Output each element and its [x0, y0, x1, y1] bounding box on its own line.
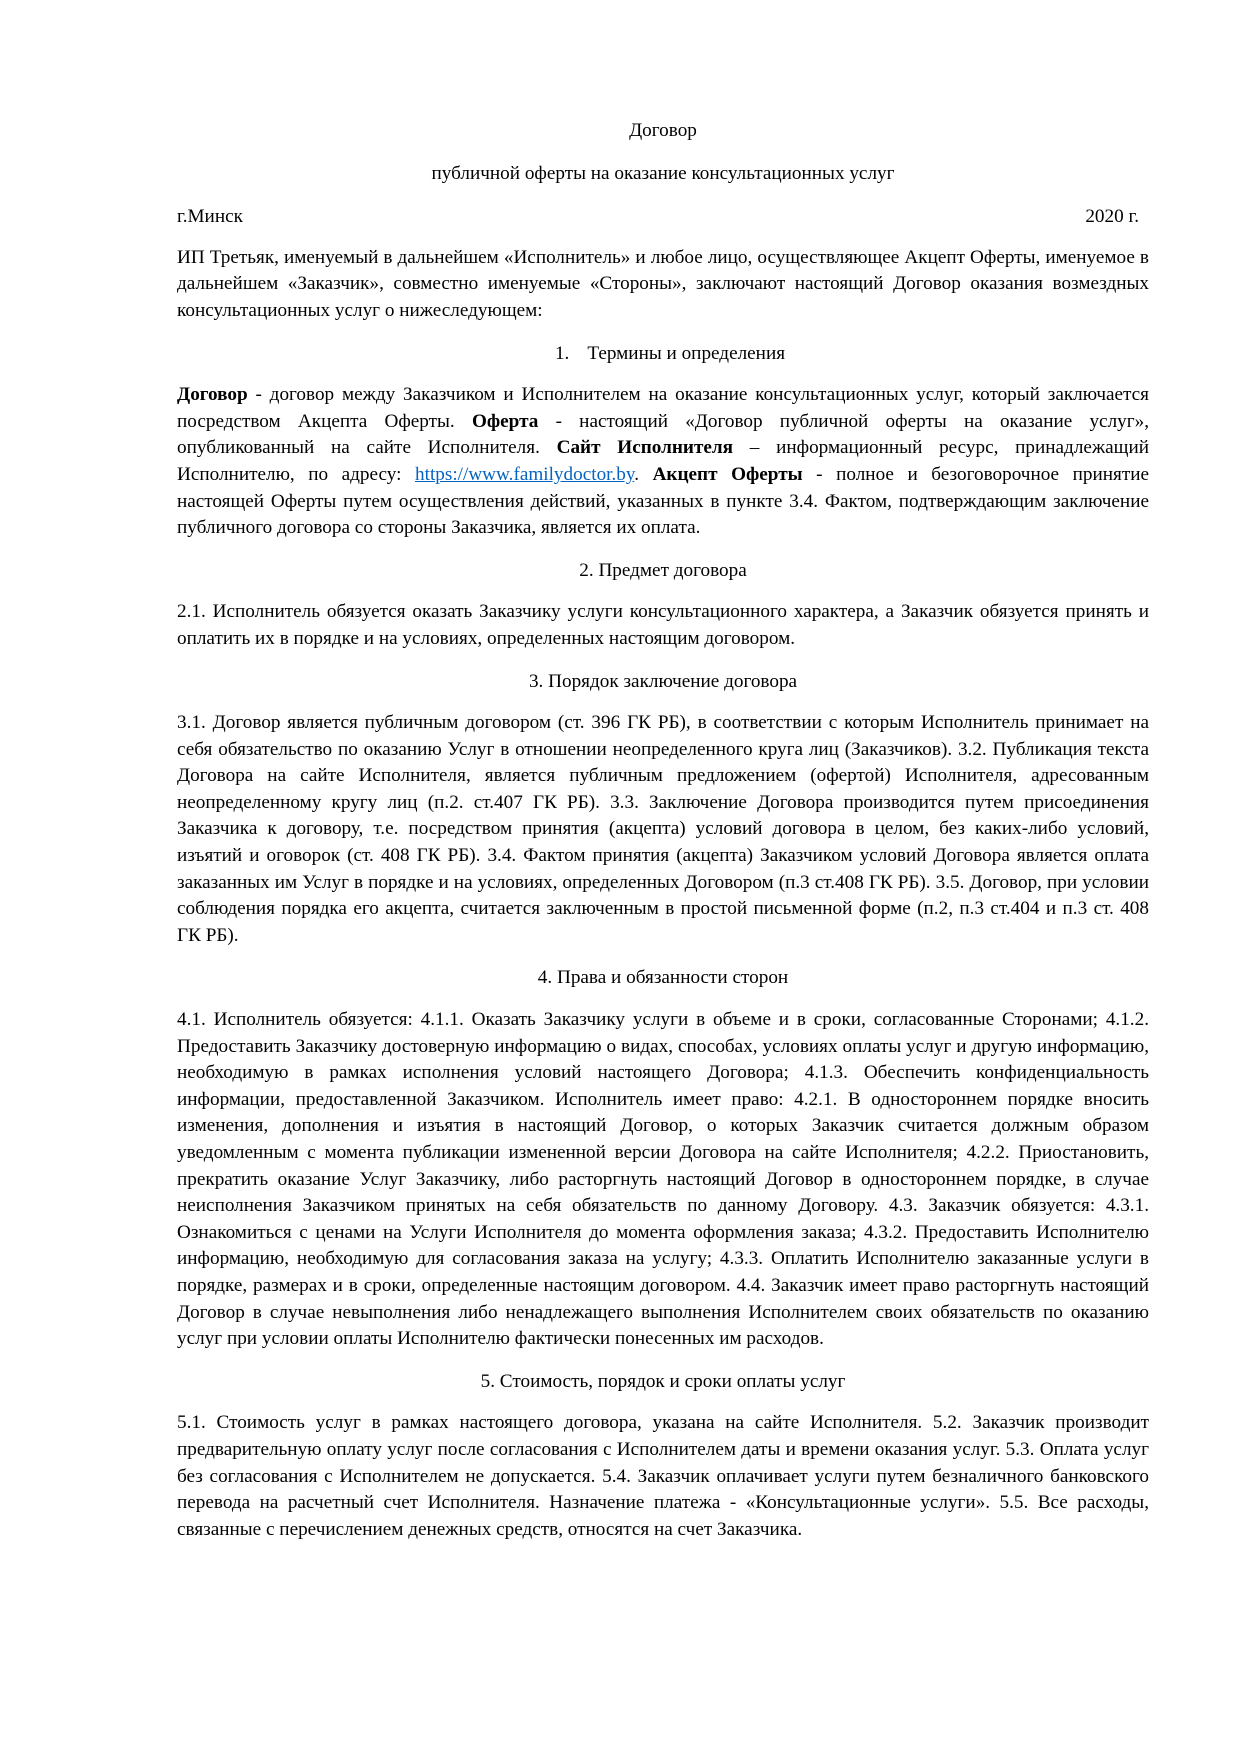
section-5-body: 5.1. Стоимость услуг в рамках настоящего договора, указана на сайте Исполнителя. 5.2. Заказчик производит предварительную оплату услуг после согласования с Исполнителем даты и времени оказания услуг. 5.3. Оплата услуг без согласования с Исполнителем не допускается. 5.4. Заказчик оплачивает услуги путем безналичного банковского перевода на расчетный счет Исполнителя. Назначение платежа - «Консультационные услуги». 5.5. Все расходы, связанные с перечислением денежных средств, относятся на счет Заказчика. [177, 1412, 1149, 1540]
link-after-text: . [634, 463, 653, 485]
term-oferta: Оферта [471, 410, 539, 432]
term-dogovor-text: - договор между Заказчиком и Исполнителем на оказание консультационных услуг, который заключается посредством Акцепта Оферты. [177, 384, 1149, 432]
section-2-heading: 2. Предмет договора [579, 559, 747, 581]
document-subtitle: публичной оферты на оказание консультационных услуг [431, 162, 895, 184]
year: 2020 г. [1085, 206, 1139, 228]
section-5-heading: 5. Стоимость, порядок и сроки оплаты услуг [480, 1370, 846, 1392]
section-1-number: 1. [554, 342, 570, 364]
section-3-heading: 3. Порядок заключение договора [528, 670, 798, 692]
section-1-title: Термины и определения [587, 342, 786, 364]
term-accept: Акцепт Оферты [652, 463, 803, 485]
term-oferta-text: - настоящий «Договор публичной оферты на оказание услуг», опубликованный на сайте Исполнителя. [177, 410, 1150, 459]
term-dogovor: Договор [177, 384, 248, 406]
section-2-body: 2.1. Исполнитель обязуется оказать Заказчику услуги консультационного характера, а Заказчик обязуется принять и оплатить их в порядке и на условиях, определенных настоящим договором. [177, 601, 1149, 649]
site-link[interactable]: https://www.familydoctor.by [415, 463, 635, 485]
section-1-heading [177, 341, 1149, 368]
term-site: Сайт Исполнителя [556, 437, 734, 459]
section-3-body: 3.1. Договор является публичным договором (ст. 396 ГК РБ), в соответствии с которым Исполнитель принимает на себя обязательство по оказанию Услуг в отношении неопределенного круга лиц (Заказчиков). 3.2. Публикация текста Договора на сайте Исполнителя, является публичным предложением (офертой) Исполнителя, адресованным неопределенному кругу лиц (п.2. ст.407 ГК РБ). 3.3. Заключение Договора производится путем присоединения Заказчика к договору, т.е. посредством принятия (акцепта) условий договора в целом, без каких-либо условий, изъятий и оговорок (ст. 408 ГК РБ). 3.4. Фактом принятия (акцепта) Заказчиком условий Договора является оплата заказанных им Услуг в порядке и на условиях, определенных Договором (п.3 ст.408 ГК РБ). 3.5. Договор, при условии соблюдения порядка его акцепта, считается заключенным в простой письменной форме (п.2, п.3 ст.404 и п.3 ст. 408 ГК РБ). [177, 712, 1149, 946]
section-4-heading: 4. Права и обязанности сторон [537, 967, 789, 989]
term-accept-text: - полное и безоговорочное принятие настоящей Оферты путем осуществления действий, указанных в пункте 3.4. Фактом, подтверждающим заключение публичного договора со стороны Заказчика, является их оплата. [177, 463, 1149, 539]
city: г.Минск [177, 206, 243, 228]
intro-paragraph: ИП Третьяк, именуемый в дальнейшем «Исполнитель» и любое лицо, осуществляющее Акцепт Оферты, именуемое в дальнейшем «Заказчик», совместно именуемые «Стороны», заключают настоящий Договор оказания возмездных консультационных услуг о нижеследующем: [177, 246, 1149, 321]
section-4-body: 4.1. Исполнитель обязуется: 4.1.1. Оказать Заказчику услуги в объеме и в сроки, согласованные Сторонами; 4.1.2. Предоставить Заказчику достоверную информацию о видах, способах, условиях оплаты услуг и другую информацию, необходимую в рамках исполнения условий настоящего Договора; 4.1.3. Обеспечить конфиденциальность информации, предоставленной Заказчиком. Исполнитель имеет право: 4.2.1. В одностороннем порядке вносить изменения, дополнения и изъятия в настоящий Договор, о которых Заказчик считается должным образом уведомленным с момента публикации измененной версии Договора на сайте Исполнителя; 4.2.2. Приостановить, прекратить оказание Услуг Заказчику, либо расторгнуть настоящий Договор в одностороннем порядке, в случае неисполнения Заказчиком принятых на себя обязательств по данному Договору. 4.3. Заказчик обязуется: 4.3.1. Ознакомиться с ценами на Услуги Исполнителя до момента оформления заказа; 4.3.2. Предоставить Исполнителю информацию, необходимую для согласования заказа на услугу; 4.3.3. Оплатить Исполнителю заказанные услуги в порядке, размерах и в сроки, определенные настоящим договором. 4.4. Заказчик имеет право расторгнуть настоящий Договор в случае невыполнения либо ненадлежащего выполнения Исполнителем своих обязательств по оказанию услуг при условии оплаты Исполнителю фактически понесенных им расходов. [177, 1009, 1149, 1350]
section-1-body [177, 382, 1149, 542]
city-date-line [177, 204, 1149, 231]
term-site-text: – информационный ресурс, принадлежащий Исполнителю, по адресу: [177, 437, 1149, 485]
document-title: Договор [629, 120, 697, 141]
document-page [177, 118, 1149, 1559]
